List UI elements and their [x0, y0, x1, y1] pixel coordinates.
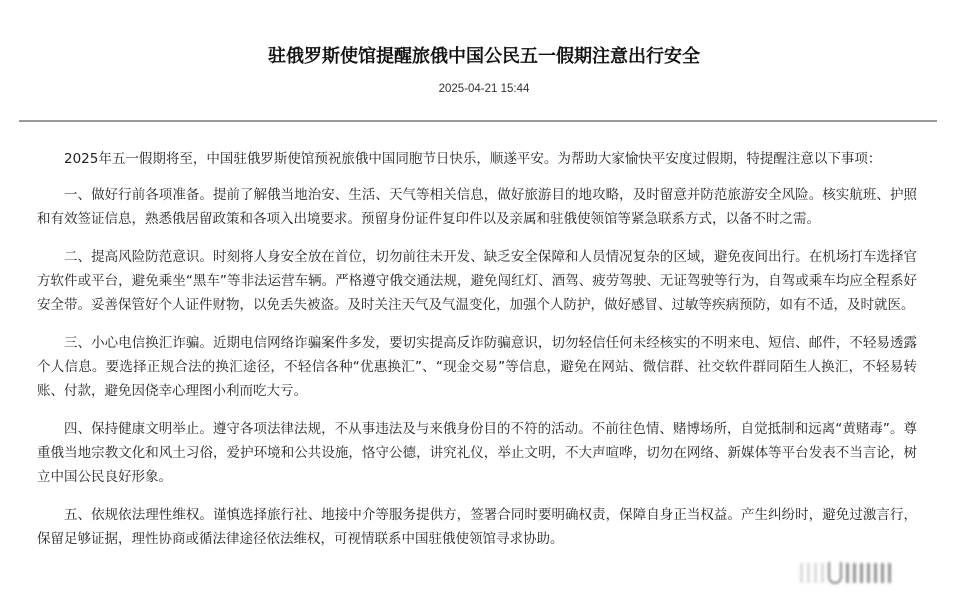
article-body — [37, 147, 917, 565]
paragraph-fraud-warning: 三、小心电信换汇诈骗。近期电信网络诈骗案件多发，要切实提高反诈防骗意识，切勿轻信任何未经核实的不明来电、短信、邮件，不轻易透露个人信息。要选择正规合法的换汇途径，不轻信各种“优惠换汇”、“现金交易”等信息，避免在网站、微信群、社交软件群同陌生人换汇，不轻易转账、付款，避免因侥幸心理图小利而吃大亏。 — [37, 335, 917, 399]
watermark-logo-icon — [800, 558, 950, 588]
paragraph-rights-protection: 五、依规依法理性维权。谨慎选择旅行社、地接中介等服务提供方，签署合同时要明确权责，保障自身正当权益。产生纠纷时，避免过激言行，保留足够证据，理性协商或循法律途径依法维权，可视情联系中国驻俄使领馆寻求协助。 — [37, 507, 917, 547]
paragraph-travel-preparation: 一、做好行前各项准备。提前了解俄当地治安、生活、天气等相关信息，做好旅游目的地攻略，及时留意并防范旅游安全风险。核实航班、护照和有效签证信息，熟悉俄居留政策和各项入出境要求。预留身份证件复印件以及亲属和驻俄使领馆等紧急联系方式，以备不时之需。 — [37, 187, 917, 227]
intro-paragraph: 2025年五一假期将至，中国驻俄罗斯使馆预祝旅俄中国同胞节日快乐，顺遂平安。为帮助大家愉快平安度过假期，特提醒注意以下事项： — [64, 151, 882, 167]
paragraph-civil-conduct: 四、保持健康文明举止。遵守各项法律法规，不从事违法及与来俄身份目的不符的活动。不前往色情、赌博场所，自觉抵制和远离“黄赌毒”。尊重俄当地宗教文化和风土习俗，爱护环境和公共设施，恪守公德，讲究礼仪，举止文明，不大声喧哗，切勿在网络、新媒体等平台发表不当言论，树立中国公民良好形象。 — [37, 421, 917, 485]
paragraph-risk-awareness: 二、提高风险防范意识。时刻将人身安全放在首位，切勿前往未开发、缺乏安全保障和人员情况复杂的区域，避免夜间出行。在机场打车选择官方软件或平台，避免乘坐“黑车”等非法运营车辆。严格遵守俄交通法规，避免闯红灯、酒驾、疲劳驾驶、无证驾驶等行为，自驾或乘车均应全程系好安全带。妥善保管好个人证件财物，以免丢失被盗。及时关注天气及气温变化，加强个人防护，做好感冒、过敏等疾病预防，如有不适，及时就医。 — [37, 249, 917, 313]
article-title: 驻俄罗斯使馆提醒旅俄中国公民五一假期注意出行安全 — [268, 46, 700, 68]
header-divider — [19, 120, 937, 122]
publish-date: 2025-04-21 15:44 — [438, 83, 530, 95]
